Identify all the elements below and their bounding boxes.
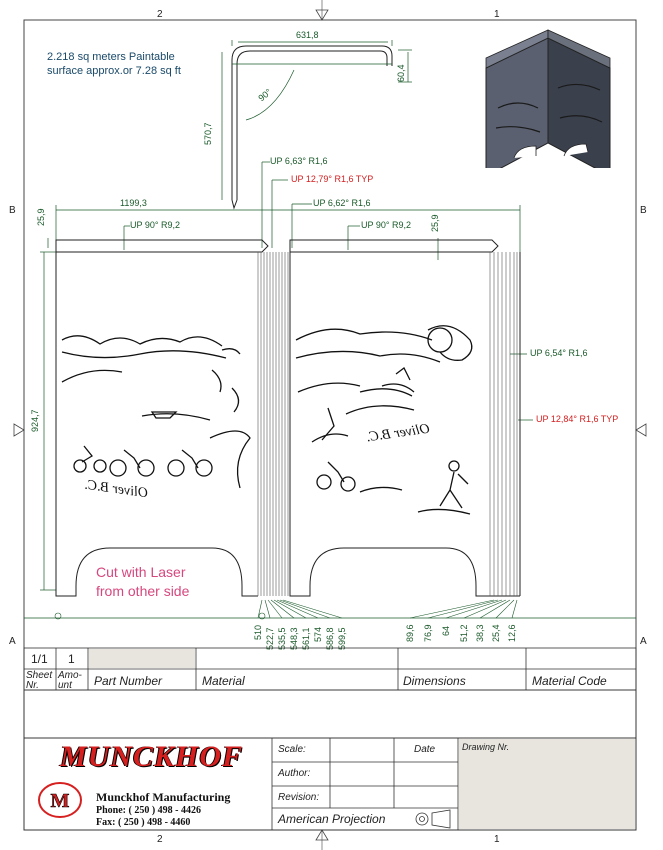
profile-angle-dim: 90°	[256, 86, 274, 104]
artwork-text-left: Oliver B.C.	[83, 477, 149, 502]
company-logo: MUNCKHOF	[60, 740, 244, 773]
amount-label: Amo- unt	[58, 670, 82, 691]
right-flange-dim: 25,9	[430, 214, 440, 232]
up90-left-callout: UP 90° R9,2	[130, 220, 180, 230]
right-dim: 64	[441, 625, 451, 636]
scale-label: Scale:	[278, 744, 306, 755]
profile-lip-dim: 60,4	[396, 64, 406, 82]
up90-right-callout: UP 90° R9,2	[361, 220, 411, 230]
center-dim: 522,7	[265, 627, 275, 650]
company-mark-icon	[36, 780, 84, 820]
profile-height-dim: 570,7	[203, 122, 213, 145]
center-dim: 548,3	[289, 627, 299, 650]
company-phone: Phone: ( 250 ) 498 - 4426	[96, 805, 201, 816]
up-1284-callout: UP 12,84° R1,6 TYP	[536, 414, 619, 424]
grid-ref-left-a: A	[9, 636, 16, 647]
surface-note-line2: surface approx.or 7.28 sq ft	[47, 65, 181, 77]
right-dim: 89,6	[405, 624, 415, 642]
grid-ref-top-right: 1	[494, 9, 500, 20]
grid-ref-bottom-left: 2	[157, 834, 163, 845]
surface-note-line1: 2.218 sq meters Paintable	[47, 51, 175, 63]
dimensions-label: Dimensions	[403, 674, 466, 688]
company-name: Munckhof Manufacturing	[96, 790, 231, 804]
right-dim: 38,3	[475, 624, 485, 642]
center-dim: 535,5	[277, 627, 287, 650]
up-1279-callout: UP 12,79° R1,6 TYP	[291, 174, 374, 184]
right-dim: 25,4	[491, 624, 501, 642]
up-654-callout: UP 6,54° R1,6	[530, 348, 588, 358]
profile-width-dim: 631,8	[296, 30, 319, 40]
material-code-label: Material Code	[532, 674, 607, 688]
artwork-text-right: Oliver B.C.	[365, 421, 431, 446]
right-dim: 51,2	[459, 624, 469, 642]
material-label: Material	[202, 674, 245, 688]
grid-ref-top-left: 2	[157, 9, 163, 20]
date-label: Date	[414, 744, 436, 755]
up-662-callout: UP 6,62° R1,6	[313, 198, 371, 208]
center-dim: 586,8	[325, 627, 335, 650]
sheet-value: 1/1	[31, 652, 48, 666]
svg-text:M: M	[50, 790, 70, 812]
right-dim: 12,6	[507, 624, 517, 642]
up-663-callout: UP 6,63° R1,6	[270, 156, 328, 166]
laser-note-line1: Cut with Laser	[96, 564, 186, 580]
left-flange-dim: 25,9	[36, 208, 46, 226]
height-dim: 924,7	[30, 409, 40, 432]
center-dim: 574	[313, 626, 323, 642]
grid-ref-right-b: B	[640, 205, 647, 216]
center-dim: 510	[253, 624, 263, 640]
author-label: Author:	[278, 768, 311, 779]
drawing-nr-label: Drawing Nr.	[462, 742, 510, 752]
laser-note-line2: from other side	[96, 583, 190, 599]
part-number-label: Part Number	[94, 674, 163, 688]
company-fax: Fax: ( 250 ) 498 - 4460	[96, 817, 191, 828]
grid-ref-bottom-right: 1	[494, 834, 500, 845]
amount-value: 1	[68, 652, 75, 666]
revision-label: Revision:	[278, 792, 320, 803]
center-dim: 561,1	[301, 627, 311, 650]
center-dim: 599,5	[337, 627, 347, 650]
grid-ref-left-b: B	[9, 205, 16, 216]
projection-label: American Projection	[278, 812, 386, 826]
right-dim: 76,9	[423, 624, 433, 642]
grid-ref-right-a: A	[640, 636, 647, 647]
sheet-label: Sheet Nr.	[26, 670, 53, 691]
total-width-dim: 1199,3	[120, 198, 147, 208]
